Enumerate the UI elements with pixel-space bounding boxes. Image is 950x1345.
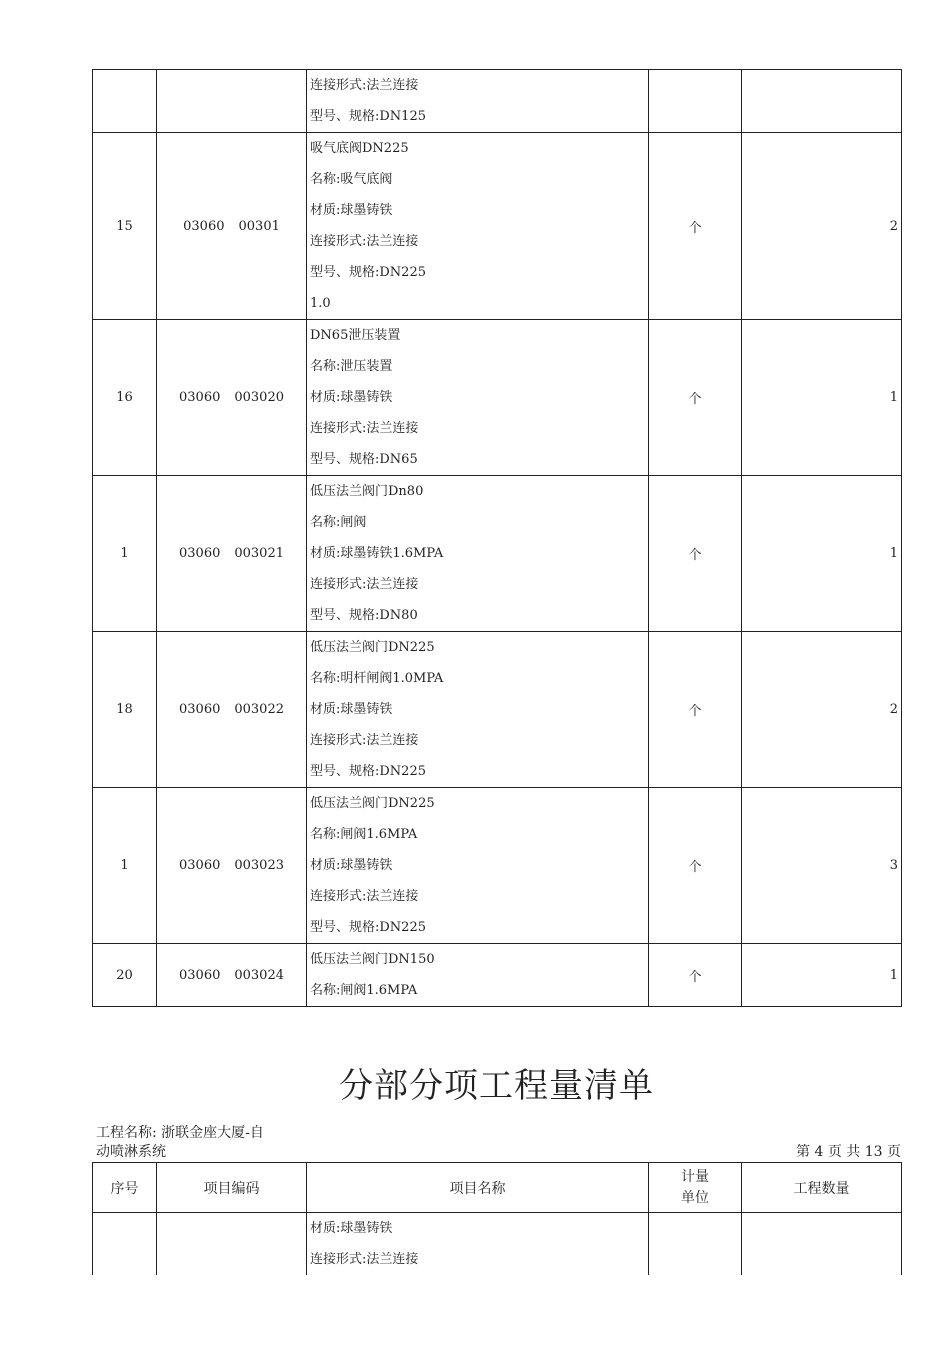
row-qty: 1 (742, 476, 902, 632)
row-unit: 个 (649, 476, 742, 632)
row-code-part-2: 00301 (238, 218, 280, 234)
quantity-table-continued (92, 69, 902, 1007)
row-name (307, 70, 649, 133)
row-qty: 2 (742, 632, 902, 788)
project-name-line-1: 工程名称: 浙联金座大厦-自 (96, 1125, 264, 1141)
table-row (93, 944, 902, 1007)
row-name-line: 连接形式:法兰连接 (310, 234, 419, 249)
row-code-part-2: 003024 (234, 967, 284, 983)
header-qty: 工程数量 (742, 1163, 902, 1213)
row-name-line: 名称:闸阀1.6MPA (310, 983, 418, 998)
row-qty: 3 (742, 788, 902, 944)
row-name-line: 名称:闸阀1.6MPA (310, 827, 418, 842)
row-name-line: 型号、规格:DN125 (310, 109, 426, 124)
project-name-line-2: 动喷淋系统 (96, 1144, 166, 1160)
row-code-part-1: 03060 (183, 218, 225, 234)
row-code-part-1: 03060 (179, 546, 221, 561)
project-name (96, 1124, 326, 1162)
row-code (157, 788, 307, 944)
row-seq (93, 70, 157, 133)
row-name-line: 型号、规格:DN225 (310, 920, 426, 935)
row-name (307, 788, 649, 944)
row-name (307, 476, 649, 632)
row-name-line: 连接形式:法兰连接 (310, 733, 419, 748)
row-code (157, 944, 307, 1007)
row-name (307, 1213, 649, 1276)
row-name-line: 连接形式:法兰连接 (310, 577, 419, 592)
table-row (93, 133, 902, 320)
row-code (157, 133, 307, 320)
row-name-line: 名称:明杆闸阀1.0MPA (310, 671, 444, 686)
row-name-line: 连接形式:法兰连接 (310, 889, 419, 904)
table-row (93, 476, 902, 632)
header-name: 项目名称 (307, 1163, 649, 1213)
row-name-line: 连接形式:法兰连接 (310, 78, 419, 93)
row-name-line: 材质:球墨铸铁 (310, 390, 393, 405)
row-name-line: 型号、规格:DN65 (310, 452, 418, 467)
row-seq (93, 1213, 157, 1276)
table-row (93, 788, 902, 944)
table-row (93, 632, 902, 788)
row-qty (742, 70, 902, 133)
row-name-line: 材质:球墨铸铁 (310, 1221, 393, 1236)
row-seq: 15 (93, 133, 157, 320)
page-title: 分部分项工程量清单 (339, 1066, 654, 1106)
row-unit: 个 (649, 788, 742, 944)
row-seq: 20 (93, 944, 157, 1007)
row-name-line: 低压法兰阀门DN150 (310, 952, 435, 967)
table-header-row (93, 1163, 902, 1213)
row-code (157, 320, 307, 476)
row-seq: 1 (93, 476, 157, 632)
table-row (93, 1213, 902, 1276)
row-name-line: DN65泄压装置 (310, 328, 401, 343)
row-code-part-2: 003022 (234, 702, 284, 717)
header-unit (649, 1163, 742, 1213)
row-seq: 1 (93, 788, 157, 944)
row-code (157, 632, 307, 788)
header-seq: 序号 (93, 1163, 157, 1213)
row-qty (742, 1213, 902, 1276)
row-name-line: 1.0 (310, 296, 331, 311)
page-number: 第 4 页 共 13 页 (796, 1144, 901, 1160)
row-qty: 1 (742, 944, 902, 1007)
row-unit (649, 1213, 742, 1276)
row-code-part-1: 03060 (179, 858, 221, 873)
row-name-line: 型号、规格:DN80 (310, 608, 418, 623)
row-code-part-1: 03060 (179, 390, 221, 405)
row-name-line: 连接形式:法兰连接 (310, 1252, 419, 1267)
row-seq: 16 (93, 320, 157, 476)
header-code: 项目编码 (157, 1163, 307, 1213)
row-name-line: 低压法兰阀门DN225 (310, 796, 435, 811)
row-name (307, 944, 649, 1007)
row-unit: 个 (649, 133, 742, 320)
row-qty: 2 (742, 133, 902, 320)
row-seq: 18 (93, 632, 157, 788)
header-unit-line-1: 计量 (681, 1168, 709, 1185)
row-qty: 1 (742, 320, 902, 476)
row-unit: 个 (649, 320, 742, 476)
row-name-line: 名称:泄压装置 (310, 359, 393, 374)
row-unit: 个 (649, 632, 742, 788)
row-code (157, 476, 307, 632)
quantity-table (92, 1162, 902, 1275)
row-code-part-2: 003023 (234, 858, 284, 873)
row-code-part-1: 03060 (179, 702, 221, 717)
row-unit: 个 (649, 944, 742, 1007)
row-name-line: 低压法兰阀门Dn80 (310, 484, 424, 499)
row-code-part-1: 03060 (179, 967, 221, 983)
row-code-part-2: 003020 (234, 390, 284, 405)
row-name-line: 名称:闸阀 (310, 515, 367, 530)
row-code (157, 1213, 307, 1276)
row-name-line: 连接形式:法兰连接 (310, 421, 419, 436)
row-name-line: 型号、规格:DN225 (310, 764, 426, 779)
row-name-line: 低压法兰阀门DN225 (310, 640, 435, 655)
row-name-line: 材质:球墨铸铁1.6MPA (310, 546, 444, 561)
header-unit-line-2: 单位 (681, 1189, 709, 1206)
row-unit (649, 70, 742, 133)
row-name-line: 型号、规格:DN225 (310, 265, 426, 280)
row-name (307, 320, 649, 476)
row-name-line: 吸气底阀DN225 (310, 141, 409, 156)
table-row (93, 320, 902, 476)
table-row (93, 70, 902, 133)
row-name-line: 材质:球墨铸铁 (310, 203, 393, 218)
row-name-line: 材质:球墨铸铁 (310, 858, 393, 873)
row-name (307, 133, 649, 320)
row-name (307, 632, 649, 788)
row-name-line: 名称:吸气底阀 (310, 172, 393, 187)
row-code (157, 70, 307, 133)
row-code-part-2: 003021 (234, 546, 284, 561)
row-name-line: 材质:球墨铸铁 (310, 702, 393, 717)
